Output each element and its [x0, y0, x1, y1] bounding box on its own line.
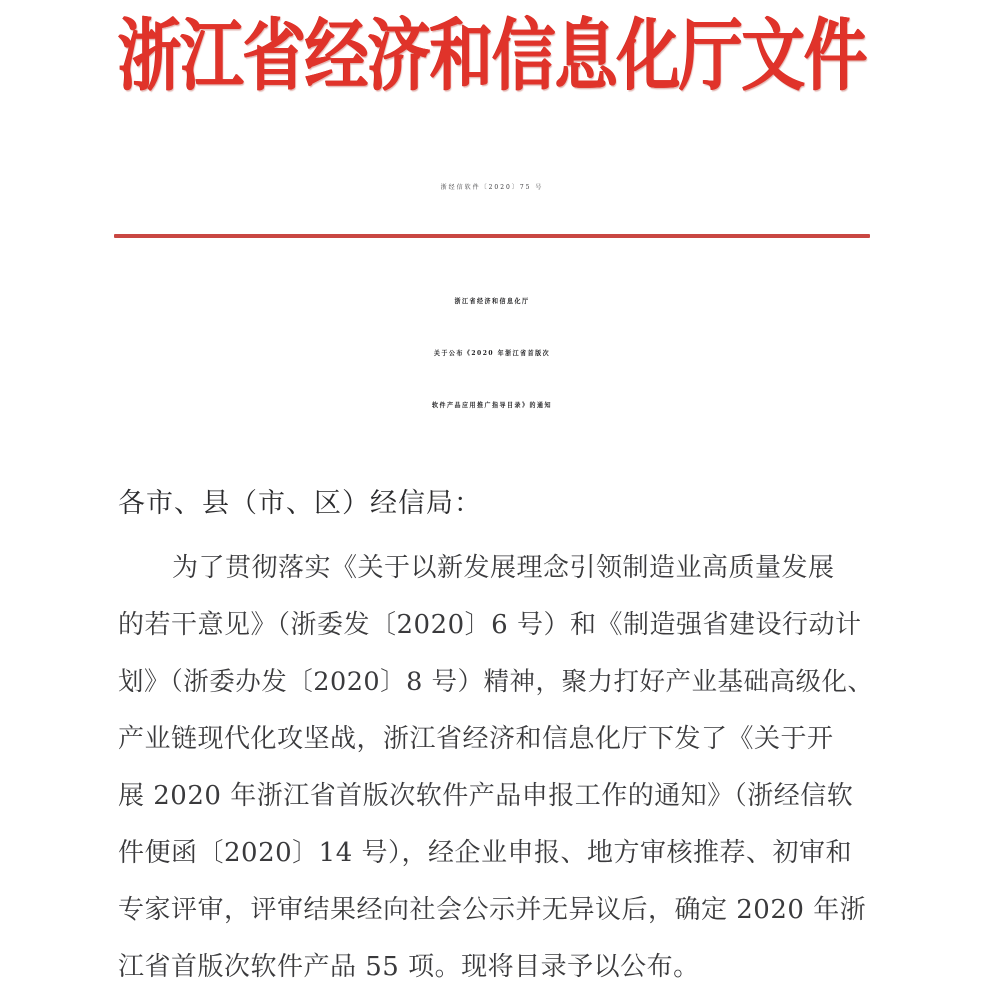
body-paragraph-line-8: 江省首版次软件产品 55 项。现将目录予以公布。: [118, 952, 700, 982]
document-salutation: 各市、县（市、区）经信局：: [118, 488, 482, 519]
document-title-line-1: 浙江省经济和信息化厅: [454, 297, 530, 306]
body-paragraph-line-1: 为了贯彻落实《关于以新发展理念引领制造业高质量发展: [172, 553, 835, 583]
document-body: [118, 540, 878, 996]
masthead-title: 浙江省经济和信息化厅文件: [117, 10, 867, 103]
body-paragraph-line-7: 专家评审，评审结果经向社会公示并无异议后，确定 2020 年浙: [118, 895, 867, 925]
document-number: 浙经信软件〔2020〕75 号: [440, 184, 544, 191]
body-paragraph-line-2: 的若干意见》（浙委发〔2020〕6 号）和《制造强省建设行动计: [118, 610, 862, 640]
document-title-block: [0, 276, 984, 432]
body-paragraph-line-4: 产业链现代化攻坚战，浙江省经济和信息化厅下发了《关于开: [118, 724, 834, 754]
document-title-line-3: 软件产品应用推广指导目录》的通知: [431, 401, 552, 410]
body-paragraph-line-6: 件便函〔2020〕14 号），经企业申报、地方审核推荐、初审和: [118, 838, 853, 868]
document-masthead: [0, 10, 984, 103]
body-paragraph-line-3: 划》（浙委办发〔2020〕8 号）精神，聚力打好产业基础高级化、: [118, 667, 874, 697]
red-divider-rule: [114, 234, 870, 238]
body-paragraph-line-5: 展 2020 年浙江省首版次软件产品申报工作的通知》（浙经信软: [118, 781, 854, 811]
document-title-line-2: 关于公布《2020 年浙江省首版次: [433, 349, 551, 358]
